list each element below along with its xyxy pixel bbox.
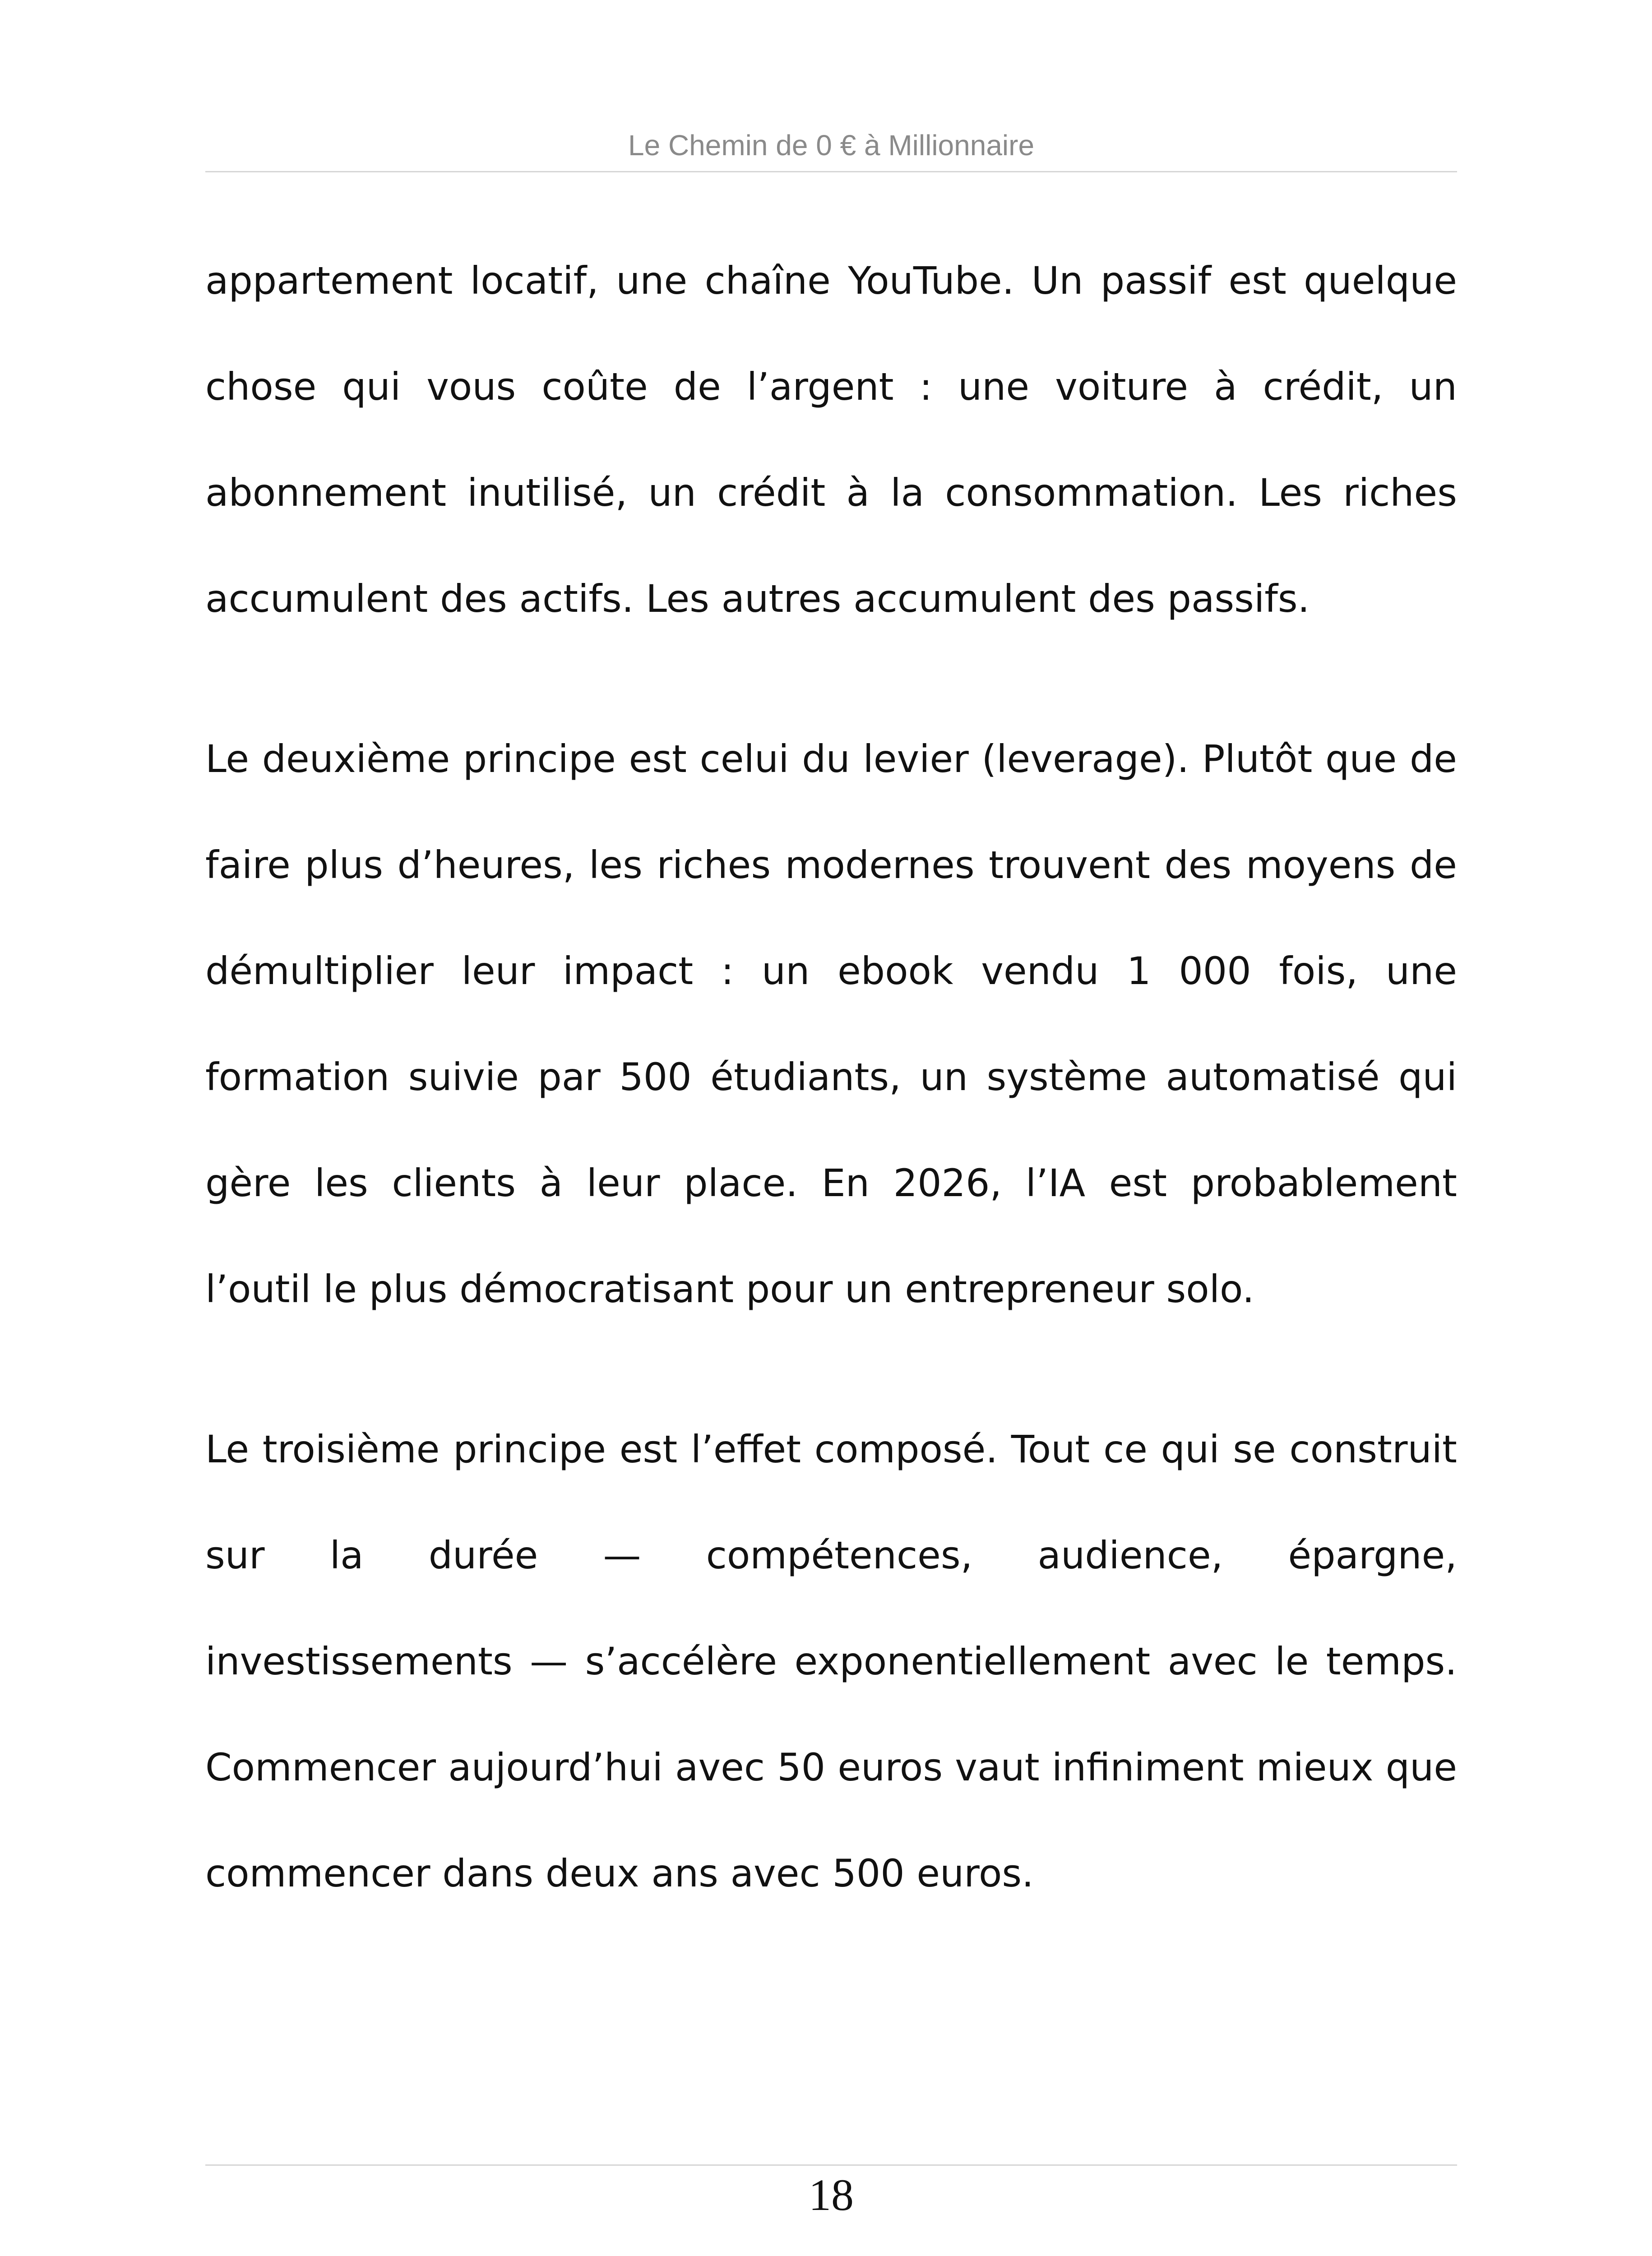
body-text	[205, 228, 1457, 1927]
running-header-title: Le Chemin de 0 € à Millionnaire	[628, 129, 1035, 162]
paragraph-compound-effect: Le troisième principe est l’effet composé. Tout ce qui se construit sur la durée — compétences, audience, épargne, investissements — s’accélère exponentiellement avec le temps. Commencer aujourd’hui avec 50 euros vaut infiniment mieux que commencer dans deux ans avec 500 euros.	[205, 1427, 1457, 1895]
paragraph-assets-liabilities: appartement locatif, une chaîne YouTube. Un passif est quelque chose qui vous coûte de l’argent : une voiture à crédit, un abonnement inutilisé, un crédit à la consommation. Les riches accumulent des actifs. Les autres accumulent des passifs.	[205, 259, 1457, 621]
footer-divider	[205, 2164, 1457, 2166]
paragraph-leverage: Le deuxième principe est celui du levier (leverage). Plutôt que de faire plus d’heures, les riches modernes trouvent des moyens de démultiplier leur impact : un ebook vendu 1 000 fois, une formation suivie par 500 étudiants, un système automatisé qui gère les clients à leur place. En 2026, l’IA est probablement l’outil le plus démocratisant pour un entrepreneur solo.	[205, 737, 1457, 1311]
page-number: 18	[809, 2170, 854, 2220]
header-divider	[205, 171, 1457, 172]
